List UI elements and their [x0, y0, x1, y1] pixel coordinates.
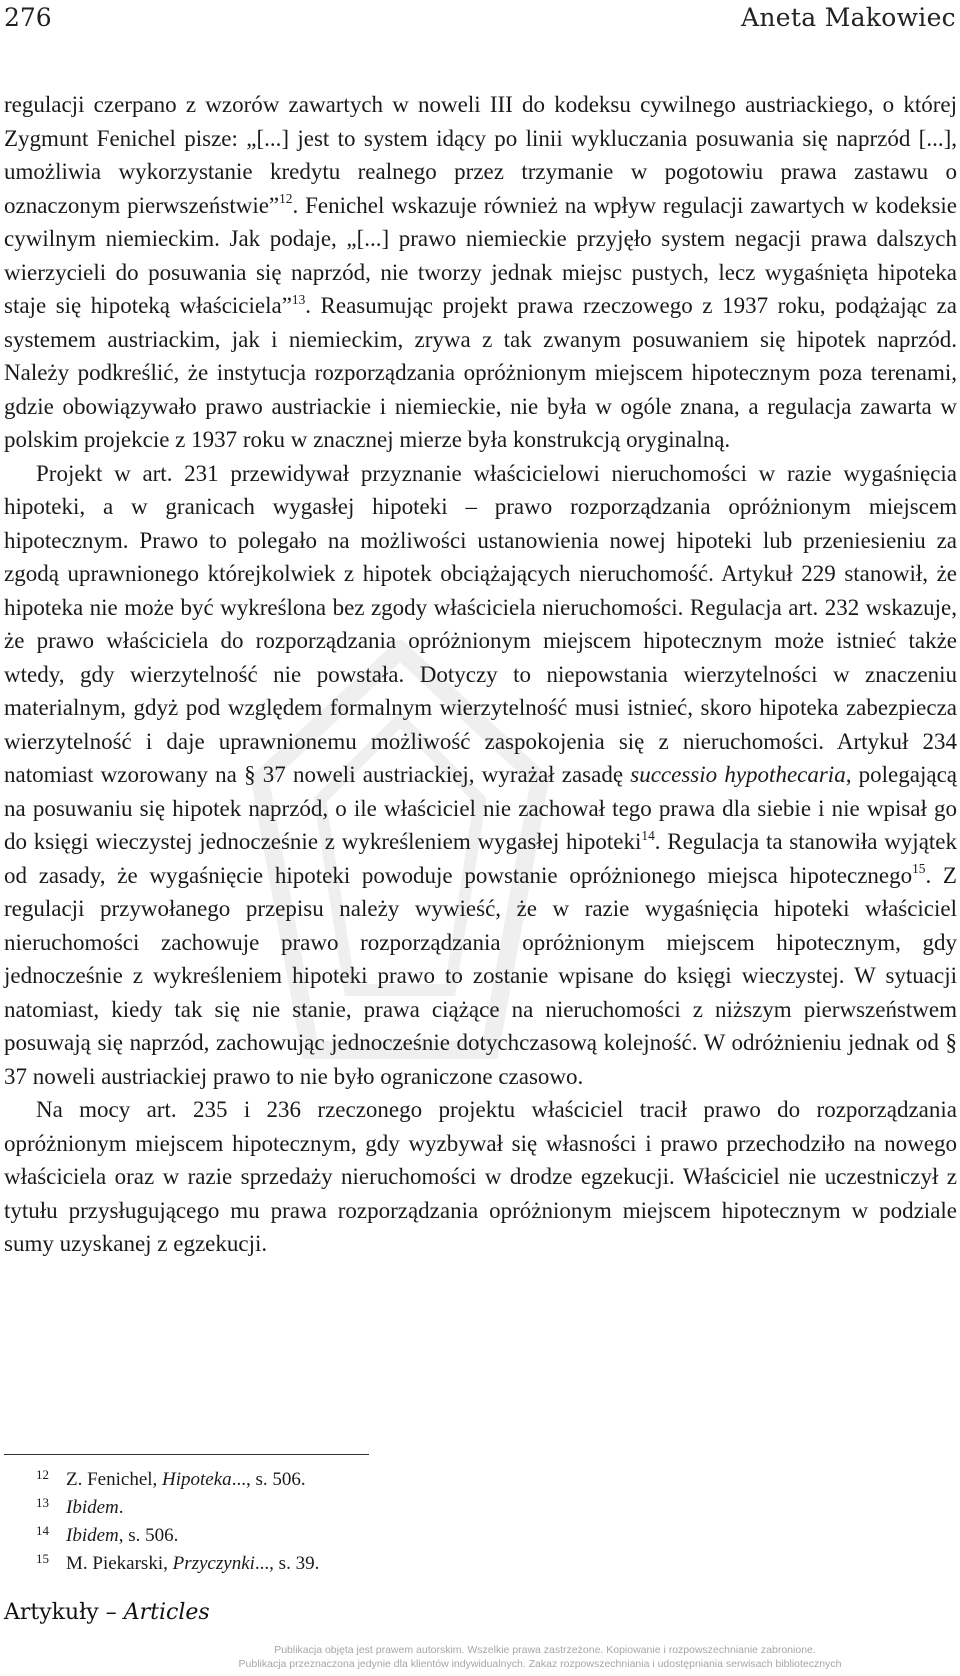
footnote-number: 14 — [36, 1523, 49, 1538]
running-header — [4, 3, 956, 37]
paragraph-2: Projekt w art. 231 przewidywał przyznanie właścicielowi nieruchomości w razie wygaśnięcia hipoteki, a w granicach wygasłej hipoteki – prawo rozporządzania opróżnionym miejscem hipotecznym. Prawo to polegało na możliwości ustanowienia nowej hipoteki lub przeniesieniu za zgodą uprawnionego którejkolwiek z hipotek obciążających nieruchomość. Artykuł 229 stanowił, że hipoteka nie może być wykreślona bez zgody właściciela nieruchomości. Regulacja art. 232 wskazuje, że prawo właściciela do rozporządzania opróżnionym miejscem hipotecznym może istnieć także wtedy, gdy wierzytelność nie powstała. Dotyczy to niepowstania wierzytelności w znaczeniu materialnym, gdyż pod względem formalnym wierzytelność musi istnieć, skoro hipoteka zabezpiecza wierzytelność i daje uprawnionemu możliwość zaspokojenia się z nieruchomości. Artykuł 234 natomiast wzorowany na § 37 noweli austriackiej, wyrażał zasadę successio hypothecaria, polegającą na posuwaniu się hipotek naprzód, o ile właściciel nie zachował tego prawa dla siebie i nie wpisał go do księgi wieczystej jednocześnie z wykreśleniem wygasłej hipoteki$^{14}$. Regulacja ta stanowiła wyjątek od zasady, że wygaśnięcie hipoteki powoduje powstanie opróżnionego miejsca hipotecznego$^{15}$. Z regulacji przywołanego przepisu należy wywieść, że w razie wygaśnięcia hipoteki właściciel nieruchomości zachowuje prawo rozporządzania opróżnionym miejscem hipotecznym, gdy jednocześnie z wykreśleniem hipoteki prawo to zostanie wpisane do księgi wieczystej. W sytuacji natomiast, kiedy tak się nie stanie, prawa ciążące na nieruchomości z niższym pierwszeństwem posuwają się naprzód, zachowując jednocześnie dotychczasową kolejność. W odróżnieniu jednak od § 37 noweli austriackiej prawo to nie było ograniczone czasowo. — [4, 460, 957, 1089]
footnote-number: 13 — [36, 1495, 49, 1510]
footnote-15: 15 M. Piekarski, Przyczynki..., s. 39. — [36, 1551, 320, 1574]
footnote-ref-15[interactable]: 15 — [912, 861, 926, 877]
footnote-divider — [4, 1454, 369, 1455]
paragraph-1: regulacji czerpano z wzorów zawartych w noweli III do kodeksu cywilnego austriackiego, o której Zygmunt Fenichel pisze: „[...] jest to system idący po linii wykluczania posuwania się naprzód [...], umożliwia wykorzystanie kredytu realnego przez trzymanie w pogotowiu prawa zastawu o oznaczonym pierwszeństwie”$^{12}$. Fenichel wskazuje również na wpływ regulacji zawartych w kodeksie cywilnym niemieckim. Jak podaje, „[...] prawo niemieckie przyjęło system negacji prawa dalszych wierzycieli do posuwania się naprzód, nie tworzy jednak miejsc pustych, lecz wygaśnięta hipoteka staje się hipoteką właściciela”$^{13}$. Reasumując projekt prawa rzeczowego z 1937 roku, podążając za systemem austriackim, jak i niemieckim, zrywa z tak zwanym posuwaniem się hipotek naprzód. Należy podkreślić, że instytucja rozporządzania opróżnionym miejscem hipotecznym poza terenami, gdzie obowiązywało prawo austriackie i niemieckie, nie była w ogóle znana, a regulacja zawarta w polskim projekcie z 1937 roku w znacznej mierze była konstrukcją oryginalną. — [4, 92, 957, 452]
footnote-ref-12[interactable]: 12 — [279, 191, 293, 207]
footnote-ref-13[interactable]: 13 — [291, 291, 306, 307]
footnote-14: 14 Ibidem, s. 506. — [36, 1523, 179, 1546]
page-number: 276 — [4, 3, 52, 32]
running-header-author: Aneta Makowiec — [741, 3, 956, 32]
footnote-number: 12 — [36, 1467, 49, 1482]
paragraph-3: Na mocy art. 235 i 236 rzeczonego projektu właściciel tracił prawo do rozporządzania opróżnionym miejscem hipotecznym, gdy wyzbywał się własności i prawo przechodziło na nowego właściciela oraz w razie sprzedaży nieruchomości w drodze egzekucji. Właściciel nie uczestniczył z tytułu przysługującego mu prawa rozporządzania opróżnionym miejscem hipotecznym w podziale sumy uzyskanej z egzekucji. — [4, 1097, 957, 1256]
footnote-number: 15 — [36, 1551, 49, 1566]
copyright-notice-line-1: Publikacja objęta jest prawem autorskim. Wszelkie prawa zastrzeżone. Kopiowanie i rozpowszechnianie zabronione. — [274, 1644, 816, 1656]
footnote-12: 12 Z. Fenichel, Hipoteka..., s. 506. — [36, 1467, 306, 1490]
body-text — [4, 88, 957, 1261]
footnote-13: 13 Ibidem. — [36, 1495, 124, 1518]
footnotes — [36, 1466, 736, 1578]
copyright-notice-line-2: Publikacja przeznaczona jedynie dla klientów indywidualnych. Zakaz rozpowszechniania i udostępniania serwisach bibliotecznych — [238, 1658, 842, 1670]
section-label: Artykuły – Articles — [4, 1600, 210, 1625]
footnote-ref-14[interactable]: 14 — [641, 827, 655, 843]
